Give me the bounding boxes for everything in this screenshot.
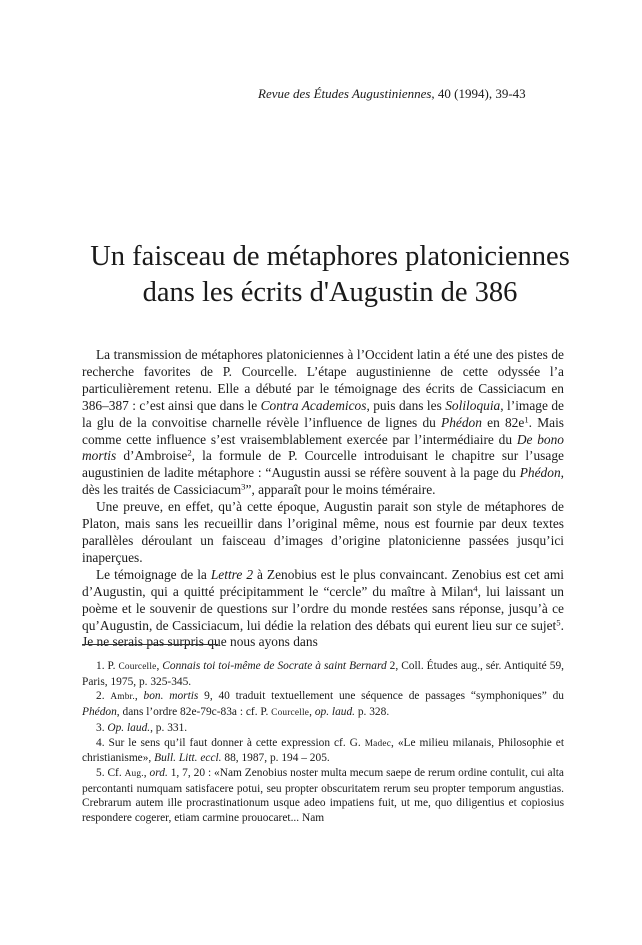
text-run: 5. Cf. [96,766,125,779]
text-run: , puis dans les [366,397,446,413]
article-body [82,347,564,651]
text-run: , [143,766,150,779]
footnote-4 [82,736,564,766]
work-title: Phédon [441,414,482,430]
text-run: 9, 40 traduit textuellement une séquence de passages “symphoniques” du [198,690,565,703]
text-run: , l’image de la glu de la convoitise charnelle révèle l’influence de lignes du [82,397,564,430]
author-name: Madec [364,738,392,749]
text-run: , [309,706,315,719]
paragraph-2: Une preuve, en effet, qu’à cette époque, Augustin parait son style de métaphores de Platon, mais sans les recueillir dans l’original même, nous est fournie par deux textes parallèles déroulant un faisceau d’images d’origine platonicienne passées jusqu’ici inaperçues. [82,499,564,565]
text-run: , la formule de P. Courcelle introduisant le chapitre sur l’usage augustinien de ladite métaphore : “Augustin aussi se réfère souvent à la page du [82,448,564,481]
text-run: , [134,690,144,703]
text-run: 1. P. [96,660,119,672]
footnote-ref-1[interactable]: 1 [524,414,529,425]
text-run: 1, 7, 20 : «Nam Zenobius noster multa mecum saepe de rerum ordine contulit, cui alta percontanti numquam satisfacere potui, seu propter obscuritatem rerum seu propter temporum angustias. Crebrarum autem ille procrastinationum usque adeo impatiens fuit, ut me, quo diligentius et copiosius respondere cogerer, etiam carmine prouocaret... Nam [82,766,564,825]
text-run: Le témoignage de la [96,566,211,582]
title-line-1: Un faisceau de métaphores platoniciennes [90,241,570,272]
footnote-ref-5[interactable]: 5 [556,617,561,628]
footnote-2 [82,689,564,720]
text-run: à Zenobius est le plus convaincant. Zenobius est cet ami d’Augustin, qui a quitté précipitamment le “cercle” du maître à Milan [82,566,564,599]
text-run: 2, Coll. Études aug., sér. Antiquité 59, Paris, 1975, p. 325-345. [82,660,564,688]
title-line-2: dans les écrits d'Augustin de 386 [142,277,518,308]
paragraph-1 [82,347,564,499]
paragraph-3 [82,567,564,652]
article-title [60,239,600,311]
footnote-1 [82,659,564,689]
footnote-ref-2[interactable]: 2 [187,448,192,459]
footnote-5 [82,766,564,826]
footnote-3 [82,721,564,736]
work-title: Op. laud. [107,721,151,734]
work-title: Connais toi toi-même de Socrate à saint Bernard [162,660,387,672]
journal-name: Revue des Études Augustiniennes [258,86,432,101]
text-run: , dès les traités de Cassiciacum [82,465,564,498]
journal-citation: , 40 (1994), 39-43 [431,86,526,101]
work-title: Phédon [82,706,117,719]
work-title: op. laud. [314,706,355,719]
footnote-separator [82,644,218,645]
text-run: d’Ambroise [116,448,188,464]
text-run: 4. Sur le sens qu’il faut donner à cette expression cf. G. [96,736,365,749]
running-header [258,86,526,102]
text-run: en 82e [481,414,525,430]
text-run: 2. [96,690,111,703]
text-run: , «Le milieu milanais, Philosophie et christianisme», [82,736,564,765]
text-run: , [156,660,163,672]
text-run: . Je ne serais pas surpris que nous ayons dans [82,617,564,650]
text-run: , p. 331. [150,721,188,734]
work-title: Soliloquia [445,397,501,413]
work-title: Phédon [519,465,561,481]
author-name: Courcelle [271,708,310,719]
work-title: bon. mortis [143,690,199,703]
text-run: ”, apparaît pour le moins téméraire. [245,482,436,498]
work-title: ord. [149,766,168,779]
author-name: Ambr. [110,692,135,703]
text-run: 88, 1987, p. 194 – 205. [221,752,330,765]
footnotes [82,659,564,826]
author-name: Aug. [124,768,144,779]
text-run: . Mais comme cette influence s’est vraisemblablement exercée par l’intermédiaire du [82,414,564,447]
text-run: , lui laissant un poème et le souvenir de questions sur l’ordre du monde restées sans réponse, jusqu’à ce qu’Augustin, de Cassiciacum, lui dédie la relation des débats qui eurent lieu sur ce sujet [82,583,564,633]
text-run: 3. [96,721,108,734]
work-title: De bono mortis [82,431,564,464]
work-title: Contra Academicos [260,397,367,413]
author-name: Courcelle [118,662,157,672]
footnote-ref-3[interactable]: 3 [241,481,246,492]
text-run: p. 328. [355,706,390,719]
work-title: Lettre 2 [210,566,254,582]
journal-title: Bull. Litt. eccl. [154,752,222,765]
text-run: La transmission de métaphores platoniciennes à l’Occident latin a été une des pistes de recherche favorites de P. Courcelle. L’étape augustinienne de cette odyssée l’a particulièrement retenu. Elle a débuté par le témoignage des écrits de Cassiciacum en 386–387 : c’est ainsi que dans le [82,347,564,413]
footnote-ref-4[interactable]: 4 [473,583,478,594]
text-run: , dans l’ordre 82e-79c-83a : cf. P. [116,706,272,719]
